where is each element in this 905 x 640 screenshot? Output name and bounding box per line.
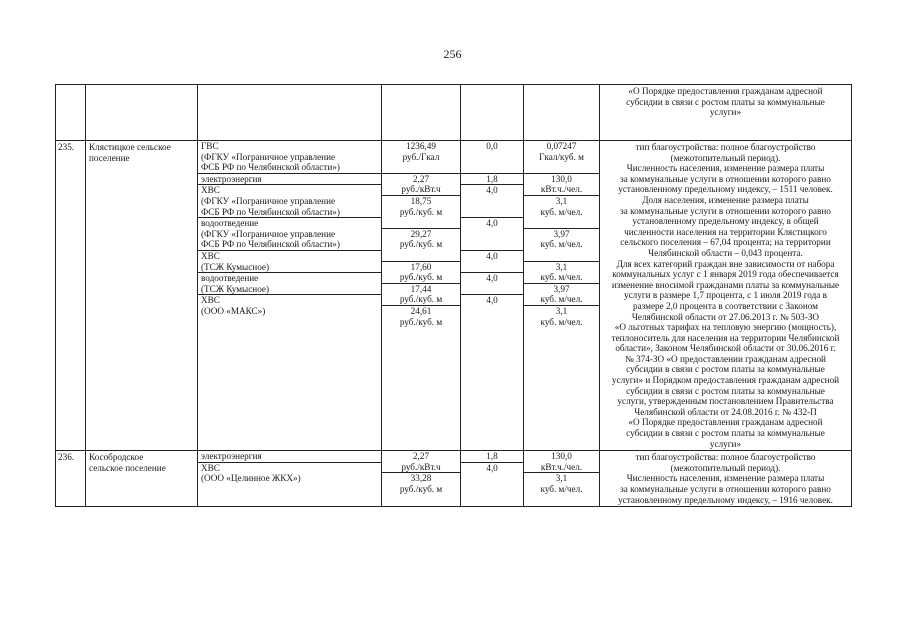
tariff-value xyxy=(382,261,460,283)
cell-percent xyxy=(461,85,524,141)
description-line: субсидии в связи с ростом платы за коммунальные xyxy=(626,385,825,396)
description-line: численности населения на территории Клястицкого xyxy=(624,226,827,237)
norm-value-line: 130,0 xyxy=(551,451,572,462)
norm-value-line: кВт.ч./чел. xyxy=(540,461,583,472)
service-name xyxy=(198,173,381,185)
service-name-line: ХВС xyxy=(201,185,220,196)
norm-value xyxy=(524,228,599,261)
service-name-line: (ФГКУ «Пограничное управление xyxy=(201,195,336,206)
percent-value xyxy=(461,217,523,250)
percent-value xyxy=(461,272,523,294)
service-name xyxy=(198,462,381,484)
service-name-line: (ФГКУ «Пограничное управление xyxy=(201,151,336,162)
spacer xyxy=(527,162,596,173)
service-name-line: ГВС xyxy=(201,141,219,151)
norm-value-line: 3,1 xyxy=(555,305,568,316)
tariff-value-line: 33,28 xyxy=(410,473,432,484)
norm-value-line: 3,1 xyxy=(555,195,568,206)
description-line: Доля населения, изменение размера платы xyxy=(642,194,809,205)
description-line: за коммунальные услуги в отношении которого равно xyxy=(620,173,831,184)
tariff-value xyxy=(382,283,460,305)
norm-value-line: куб. м/чел. xyxy=(540,239,583,250)
service-name xyxy=(198,250,381,272)
service-name-line: ХВС xyxy=(201,295,220,306)
description-line: (межотопительный период). xyxy=(670,462,781,473)
service-name xyxy=(198,272,381,294)
description-line: изменение вносимой гражданами платы за коммунальные xyxy=(611,279,840,290)
percent-value xyxy=(464,451,520,462)
cell-settlement xyxy=(86,85,198,141)
percent-value-line: 0,0 xyxy=(486,141,498,151)
norm-value xyxy=(524,261,599,283)
description-line: за коммунальные услуги в отношении которого равно xyxy=(620,205,831,216)
settlement-line: Клястицкое сельское xyxy=(89,142,171,152)
service-name-line: водоотведение xyxy=(201,273,259,284)
tariff-value xyxy=(382,195,460,228)
description-line: установленному предельному индексу, – 1916 человек. xyxy=(618,494,833,505)
spacer xyxy=(464,207,520,218)
service-name-line: ФСБ РФ по Челябинской области») xyxy=(201,206,340,217)
table-row-continuation xyxy=(56,85,852,141)
spacer xyxy=(385,162,457,173)
percent-value-line: 4,0 xyxy=(486,185,498,196)
tariff-value-line: руб./Гкал xyxy=(402,151,440,162)
service-name-line: электроэнергия xyxy=(201,173,262,184)
tariff-value-line: 2,27 xyxy=(412,451,430,462)
spacer xyxy=(527,250,596,261)
settlement-name xyxy=(86,451,198,507)
norm-value-line: куб. м/чел. xyxy=(540,484,583,494)
description-line: субсидии в связи с ростом платы за коммунальные xyxy=(626,96,825,107)
norm-value xyxy=(524,305,599,327)
percent-value-line: 1,8 xyxy=(486,173,498,184)
tariff-value-line: руб./куб. м xyxy=(399,484,443,494)
tariff-value xyxy=(382,173,460,195)
spacer xyxy=(464,152,520,163)
service-name-line: (ФГКУ «Пограничное управление xyxy=(201,228,336,239)
service-name-line: водоотведение xyxy=(201,218,259,229)
page-number: 256 xyxy=(443,47,462,61)
service-name-line: ФСБ РФ по Челябинской области») xyxy=(201,239,340,250)
tariff-value xyxy=(382,472,460,494)
service-name-column xyxy=(198,141,382,451)
norm-value xyxy=(527,451,596,472)
description-line: за коммунальные услуги в отношении которого равно xyxy=(620,484,831,494)
description-line: установленному предельному индексу, в общей xyxy=(632,216,819,227)
norm-value xyxy=(524,283,599,305)
row-number: 236. xyxy=(56,451,86,507)
description-line: «О льготных тарифах на тепловую энергию (мощность), xyxy=(614,322,837,333)
percent-value-line: 4,0 xyxy=(486,295,498,306)
percent-value-line: 4,0 xyxy=(486,218,498,229)
description-line: тип благоустройства: полное благоустройство xyxy=(635,142,816,152)
norm-value-line: 130,0 xyxy=(551,173,572,184)
description-line: Челябинской области – 0,043 процента. xyxy=(648,247,803,258)
percent-value xyxy=(461,462,523,484)
percent-value-line: 4,0 xyxy=(486,273,498,284)
norm-value-line: 3,1 xyxy=(555,261,568,272)
tariff-value-line: 1236,49 xyxy=(406,141,436,151)
spacer xyxy=(464,473,520,484)
service-name-line: ХВС xyxy=(201,462,220,473)
description-line: услуги» и Порядком предоставления гражданам адресной xyxy=(611,375,840,386)
tariff-value xyxy=(385,141,457,173)
service-name xyxy=(198,294,381,316)
description-line: (межотопительный период). xyxy=(670,152,781,163)
description-line: субсидии в связи с ростом платы за коммунальные xyxy=(626,364,825,375)
settlement-line: поселение xyxy=(89,152,130,163)
tariff-value-line: руб./куб. м xyxy=(399,206,443,217)
cell-number xyxy=(56,85,86,141)
tariff-value xyxy=(382,305,460,327)
description-line: области», Законом Челябинской области от 30.06.2016 г. xyxy=(615,343,836,354)
tariff-value-line: 2,27 xyxy=(412,173,430,184)
cell-service xyxy=(198,85,382,141)
tariff-value-line: руб./кВт.ч xyxy=(401,184,441,195)
spacer xyxy=(464,262,520,273)
description xyxy=(600,451,852,507)
service-name-line: (ТСЖ Кумысное) xyxy=(201,283,270,294)
tariff-value-line: руб./куб. м xyxy=(399,272,443,283)
settlement-line: Кособродское xyxy=(89,452,144,463)
tariff-value-line: 17,44 xyxy=(410,283,432,294)
description-line: Челябинской области от 27.06.2013 г. № 503-ЗО xyxy=(631,311,820,322)
tariff-value-line: руб./куб. м xyxy=(399,239,443,250)
norm-value-column xyxy=(524,451,600,507)
description-line: «О Порядке предоставления гражданам адресной xyxy=(628,86,823,96)
tariff-value-line: руб./куб. м xyxy=(399,294,443,305)
description-line: Для всех категорий граждан вне зависимости от набора xyxy=(616,258,835,269)
norm-value-line: Гкал/куб. м xyxy=(539,151,584,162)
cell-tariff xyxy=(382,85,461,141)
spacer xyxy=(464,239,520,250)
tariff-value-line: руб./куб. м xyxy=(399,316,443,327)
table-row xyxy=(56,141,852,451)
row-number: 235. xyxy=(56,141,86,451)
norm-value-line: 3,1 xyxy=(555,473,568,484)
cell-description xyxy=(600,85,852,141)
spacer xyxy=(464,284,520,295)
norm-value-line: 3,97 xyxy=(553,283,570,294)
description-line: размере 2,0 процента в соответствии с Законом xyxy=(633,300,818,311)
description-line: установленному предельному индексу, – 1511 человек. xyxy=(618,184,833,195)
tariff-value-line: 17,60 xyxy=(410,261,432,272)
description-line: услуги, утвержденным постановлением Правительства xyxy=(617,396,834,407)
service-name-line: (ООО «МАКС») xyxy=(201,305,266,316)
service-name-line: электроэнергия xyxy=(201,451,262,462)
norm-value-line: кВт.ч./чел. xyxy=(540,184,583,195)
norm-value-column xyxy=(524,141,600,451)
description-line: «О Порядке предоставления гражданам адресной xyxy=(628,417,823,428)
norm-value-line: куб. м/чел. xyxy=(540,272,583,283)
description-line: Численность населения, изменение размера платы xyxy=(626,163,825,174)
percent-value-column xyxy=(461,451,524,507)
tariff-value xyxy=(385,451,457,472)
spacer xyxy=(527,217,596,228)
tariff-value-line: 18,75 xyxy=(410,195,432,206)
percent-value-line: 4,0 xyxy=(486,250,498,261)
percent-value xyxy=(461,184,523,217)
tariff-value-line: 29,27 xyxy=(410,228,432,239)
percent-value-line: 1,8 xyxy=(486,451,498,462)
settlement-line: сельское поселение xyxy=(89,462,166,473)
description-line: Челябинской области от 24.08.2016 г. № 432-П xyxy=(634,406,817,417)
tariff-value xyxy=(382,228,460,261)
norm-value xyxy=(524,472,599,494)
spacer xyxy=(464,162,520,173)
description-line: коммунальных услуг с 1 января 2019 года обеспечивается xyxy=(612,269,839,280)
description xyxy=(600,141,852,451)
table-row xyxy=(56,451,852,507)
norm-value xyxy=(524,195,599,228)
service-name-line: (ООО «Целинное ЖКХ») xyxy=(201,473,301,484)
service-name-column xyxy=(198,451,382,507)
service-name-line: (ТСЖ Кумысное) xyxy=(201,261,270,272)
percent-value xyxy=(461,250,523,272)
norm-value xyxy=(527,141,596,173)
percent-value xyxy=(464,141,520,173)
norm-value xyxy=(524,173,599,195)
norm-value-line: 3,97 xyxy=(553,228,570,239)
tariff-value-column xyxy=(382,141,461,451)
tariff-value-line: руб./кВт.ч xyxy=(401,461,441,472)
description-line: тип благоустройства: полное благоустройство xyxy=(635,452,816,463)
service-name-line: ХВС xyxy=(201,250,220,261)
spacer xyxy=(385,250,457,261)
service-name-line: ФСБ РФ по Челябинской области») xyxy=(201,162,340,173)
spacer xyxy=(385,217,457,228)
settlement-name xyxy=(86,141,198,451)
service-name xyxy=(201,141,378,173)
tariff-table xyxy=(55,84,852,507)
service-name xyxy=(198,184,381,217)
norm-value-line: куб. м/чел. xyxy=(540,206,583,217)
cell-norm xyxy=(524,85,600,141)
norm-value-line: куб. м/чел. xyxy=(540,316,583,327)
description-line: Численность населения, изменение размера платы xyxy=(626,473,825,484)
tariff-value-line: 24,61 xyxy=(410,305,432,316)
spacer xyxy=(464,196,520,207)
percent-value-column xyxy=(461,141,524,451)
description-line: услуги» xyxy=(709,107,742,118)
service-name xyxy=(198,217,381,250)
description-line: услуги в размере 1,7 процента, с 1 июля 2019 года в xyxy=(624,290,827,301)
description-line: № 374-ЗО «О предоставлении гражданам адресной xyxy=(625,353,826,364)
norm-value-line: куб. м/чел. xyxy=(540,294,583,305)
service-name xyxy=(201,451,378,462)
norm-value-line: 0,07247 xyxy=(546,141,577,151)
description-line: услуги» xyxy=(709,438,742,449)
tariff-value-column xyxy=(382,451,461,507)
description-line: теплоноситель для населения на территории Челябинской xyxy=(611,332,840,343)
spacer xyxy=(464,306,520,317)
percent-value-line: 4,0 xyxy=(486,462,498,473)
percent-value xyxy=(461,173,523,185)
spacer xyxy=(464,229,520,240)
description-line: сельского поселения – 67,04 процента; на территории xyxy=(620,237,831,248)
percent-value xyxy=(461,294,523,316)
description-line: субсидии в связи с ростом платы за коммунальные xyxy=(626,428,825,439)
